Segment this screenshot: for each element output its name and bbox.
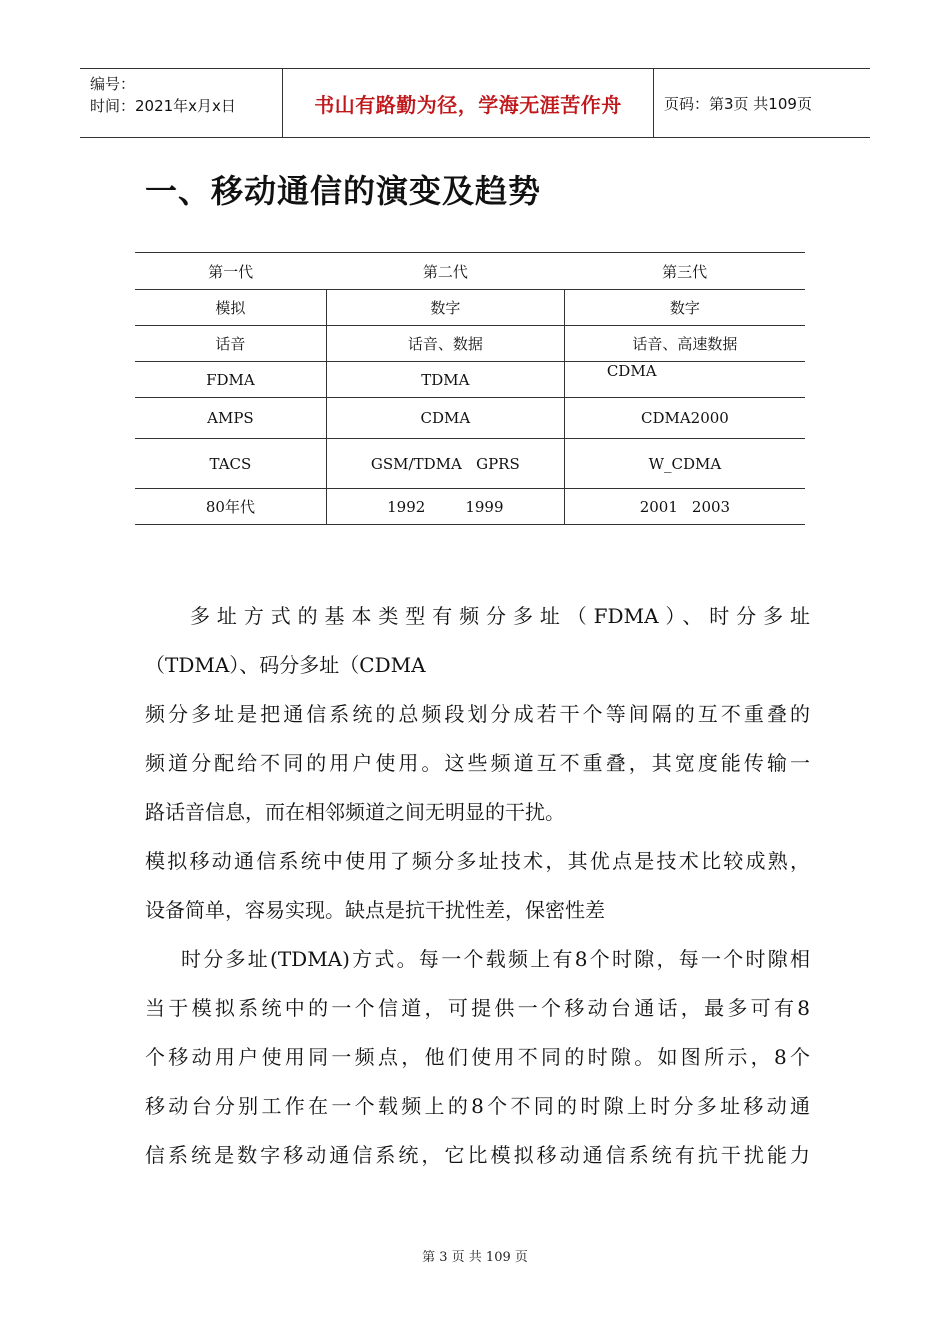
- year-value: 2001: [639, 497, 678, 516]
- header-meta: [80, 69, 282, 137]
- table-cell: TACS: [209, 454, 252, 473]
- table-cell: CDMA: [326, 398, 564, 439]
- header-number-label: 编号：: [90, 75, 136, 93]
- table-cell: TDMA: [326, 362, 564, 398]
- table-cell: 话音、数据: [326, 326, 564, 362]
- paragraph-fdma: [145, 690, 810, 837]
- text-line: 时分多址(TDMA)方式。每一个载频上有8个时隙，每一个时隙相: [181, 947, 810, 971]
- year-value: 1999: [465, 497, 504, 516]
- text-line: 信系统是数字移动通信系统，它比模拟移动通信系统有抗干扰能力: [145, 1143, 810, 1167]
- paragraph-multiple-access: [145, 592, 810, 690]
- table-cell: CDMA2000: [640, 409, 729, 427]
- table-row: [135, 290, 805, 326]
- table-cell-years-3g: [564, 489, 805, 525]
- text-line: 频分多址是把通信系统的总频段划分成若干个等间隔的互不重叠的: [145, 702, 810, 726]
- table-cell: W_CDMA: [648, 454, 722, 473]
- table-cell: 模拟: [215, 299, 246, 317]
- table-cell-years-2g: [326, 489, 564, 525]
- header-date-label: 时间：2021年x月x日: [90, 97, 236, 115]
- paragraph-tdma: [145, 935, 810, 1180]
- year-value: 1992: [387, 497, 426, 516]
- text-line: 移动台分别工作在一个载频上的8个不同的时隙上时分多址移动通: [145, 1094, 810, 1118]
- table-row: [135, 489, 805, 525]
- text-line: （TDMA）、码分多址（CDMA: [145, 653, 426, 677]
- text-line: 多址方式的基本类型有频分多址（FDMA）、时分多址: [190, 604, 810, 628]
- table-header-row: [135, 253, 805, 290]
- text-line: 设备简单，容易实现。缺点是抗干扰性差，保密性差: [145, 898, 605, 922]
- text-line: 路话音信息，而在相邻频道之间无明显的干扰。: [145, 800, 565, 824]
- table-row: [135, 398, 805, 439]
- text-line: 频道分配给不同的用户使用。这些频道互不重叠，其宽度能传输一: [145, 751, 810, 775]
- table-header-cell: 第三代: [662, 262, 708, 281]
- table-cell: FDMA: [206, 370, 255, 389]
- table-cell: 话音: [215, 335, 246, 353]
- table-cell: GSM/TDMA GPRS: [326, 439, 564, 489]
- generations-table: [135, 252, 805, 525]
- table-row: [135, 362, 805, 398]
- table-cell: 数字: [326, 290, 564, 326]
- paragraph-analog: [145, 837, 810, 935]
- table-header-cell: 第一代: [208, 262, 254, 281]
- section-title: 一、移动通信的演变及趋势: [145, 172, 542, 210]
- table-row: [135, 439, 805, 489]
- year-value: 2003: [691, 497, 731, 516]
- table-cell: 数字: [669, 299, 700, 317]
- text-line: 个移动用户使用同一频点，他们使用不同的时隙。如图所示，8个: [145, 1045, 810, 1069]
- text-line: 当于模拟系统中的一个信道，可提供一个移动台通话，最多可有8: [145, 996, 810, 1020]
- table-header-cell: 第二代: [422, 262, 468, 281]
- page-header: [80, 68, 870, 138]
- page-footer: 第 3 页 共 109 页: [422, 1250, 528, 1265]
- header-motto: 书山有路勤为径，学海无涯苦作舟: [282, 69, 654, 137]
- table-cell: CDMA: [606, 362, 657, 380]
- table-row: [135, 326, 805, 362]
- table-cell: AMPS: [207, 409, 254, 427]
- header-page-info: 页码：第3页 共109页: [664, 94, 812, 113]
- table-cell: 80年代: [205, 498, 255, 516]
- text-line: 模拟移动通信系统中使用了频分多址技术，其优点是技术比较成熟，: [145, 849, 810, 873]
- table-cell: 话音、高速数据: [632, 335, 738, 353]
